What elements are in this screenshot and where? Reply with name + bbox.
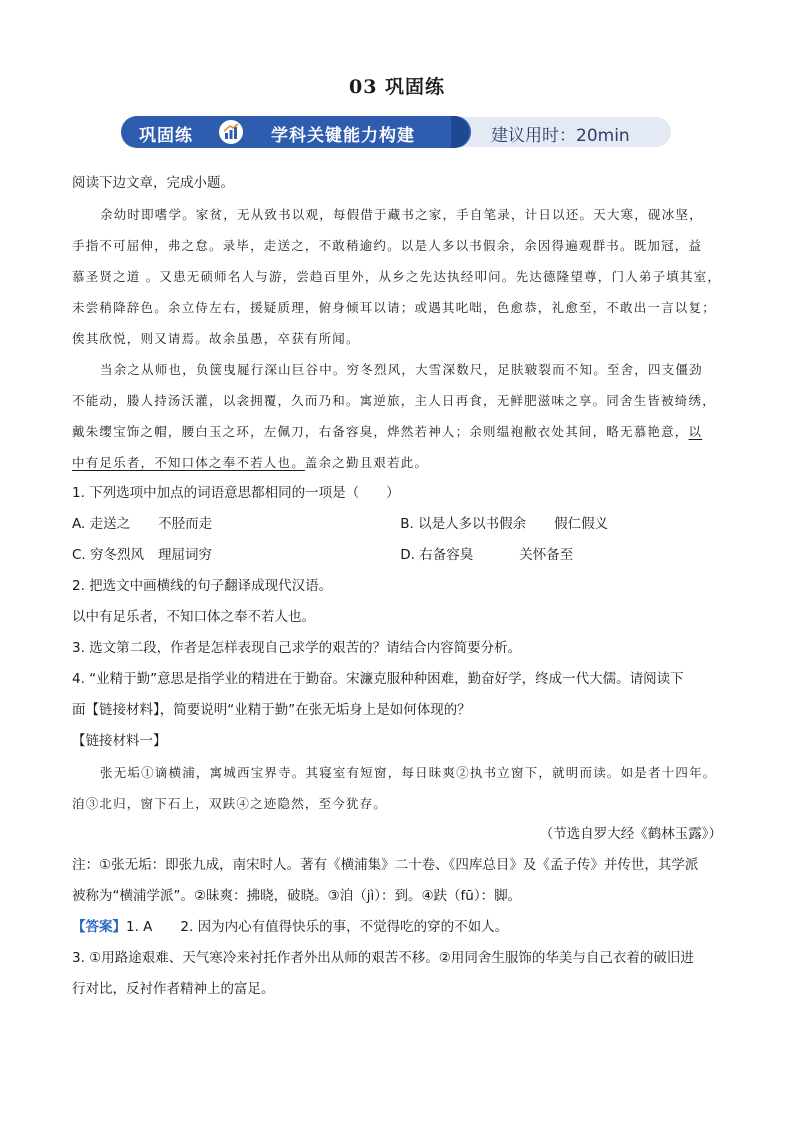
passage-text: 戴朱缨宝饰之帽，腰白玉之环，左佩刀，右备容臭，烨然若神人；余则缊袍敝衣处其间，略无慕艳意，: [72, 424, 689, 439]
answer-1: 1. A: [126, 919, 153, 935]
passage-line: 余幼时即嗜学。家贫，无从致书以观，每假借于藏书之家，手自笔录，计日以还。天大寒，砚冰坚，: [100, 207, 703, 222]
passage-line: 不能动，媵人持汤沃灌，以衾拥覆，久而乃和。寓逆旅，主人日再食，无鲜肥滋味之享。同舍生皆被绮绣，: [72, 393, 716, 408]
answer-2: 2. 因为内心有值得快乐的事，不觉得吃的穿的不如人。: [180, 919, 509, 935]
option-d-text-2: 关怀备至: [519, 547, 574, 563]
chart-icon: [219, 120, 243, 144]
material-title: 【链接材料一】: [72, 733, 167, 749]
option-c-text: C. 穷冬烈风: [72, 547, 145, 563]
question-1-options-row: [72, 540, 722, 571]
option-c[interactable]: [72, 540, 396, 571]
option-a[interactable]: [72, 509, 396, 540]
option-d-text: D. 右备容臭: [400, 547, 474, 563]
passage-line: 慕圣贤之道 。又患无硕师名人与游，尝趋百里外，从乡之先达执经叩问。先达德隆望尊，门人弟子填其室，: [72, 269, 722, 284]
question-3-stem: 3. 选文第二段，作者是怎样表现自己求学的艰苦的？请结合内容简要分析。: [72, 640, 522, 656]
option-b-text: B. 以是人多以书假余: [400, 516, 527, 532]
passage-line: [72, 447, 722, 478]
document-body: [72, 168, 722, 1005]
question-4-stem: 面【链接材料】，简要说明“业精于勤”在张无垢身上是如何体现的？: [72, 702, 471, 718]
option-b[interactable]: [400, 509, 608, 540]
page-title: 03 巩固练: [348, 76, 446, 98]
material-source: （节选自罗大经《鹤林玉露》）: [539, 826, 722, 842]
passage-line: 未尝稍降辞色。余立侍左右，援疑质理，俯身倾耳以请；或遇其叱咄，色愈恭，礼愈至，不敢出一言以复；: [72, 300, 716, 315]
passage-line: 手指不可屈伸，弗之怠。录毕，走送之，不敢稍逾约。以是人多以书假余，余因得遍观群书。既加冠，益: [72, 238, 703, 253]
answer-label: 【答案】: [72, 919, 126, 935]
underlined-sentence: 中有足乐者，不知口体之奉不若人也。: [72, 455, 305, 470]
underlined-sentence-start: 以: [688, 424, 703, 439]
option-b-text-2: 假仁假义: [554, 516, 609, 532]
passage-line: 当余之从师也，负箧曳屣行深山巨谷中。穷冬烈风，大雪深数尺，足肤皲裂而不知。至舍，四支僵劲: [100, 362, 703, 377]
material-line: 洎③北归，窗下石上，双趺④之迹隐然，至今犹存。: [72, 796, 388, 811]
material-note: 被称为“横浦学派”。②昧爽：拂晓，破晓。③洎（jì）：到。④趺（fū）：脚。: [72, 888, 522, 904]
option-c-text-2: 理屈词穷: [158, 547, 213, 563]
section-banner: [121, 116, 673, 148]
passage-text: 盖余之勤且艰若此。: [304, 455, 429, 470]
answer-row: [72, 912, 722, 943]
question-1-stem: 1. 下列选项中加点的词语意思都相同的一项是（ ）: [72, 485, 400, 501]
question-2-sentence: 以中有足乐者，不知口体之奉不若人也。: [72, 609, 315, 625]
banner-time: 建议用时：20min: [491, 126, 630, 146]
passage-line: 俟其欣悦，则又请焉。故余虽愚，卒获有所闻。: [72, 331, 360, 346]
intro-text: 阅读下边文章，完成小题。: [72, 175, 234, 191]
passage-line: [72, 416, 722, 447]
answer-3: 3. ①用路途艰难、天气寒冷来衬托作者外出从师的艰苦不移。②用同舍生服饰的华美与自己衣着的破旧进: [72, 950, 694, 966]
question-1-options-row: [72, 509, 722, 540]
option-d[interactable]: [400, 540, 573, 571]
banner-subject: 学科关键能力构建: [271, 126, 415, 146]
question-2-stem: 2. 把选文中画横线的句子翻译成现代汉语。: [72, 578, 333, 594]
option-a-text: A. 走送之: [72, 516, 131, 532]
banner-label: 巩固练: [139, 126, 193, 146]
question-4-stem: 4. “业精于勤”意思是指学业的精进在于勤奋。宋濂克服种种困难，勤奋好学，终成一代大儒。请阅读下: [72, 671, 684, 687]
material-line: 张无垢①谪横浦，寓城西宝界寺。其寝室有短窗，每日昧爽②执书立窗下，就明而读。如是者十四年。: [100, 765, 717, 780]
material-note: 注：①张无垢：即张九成，南宋时人。著有《横浦集》二十卷、《四库总目》及《孟子传》并传世，其学派: [72, 857, 699, 873]
chart-icon-graphic: [219, 120, 243, 144]
option-a-text-2: 不胫而走: [158, 516, 213, 532]
answer-3: 行对比，反衬作者精神上的富足。: [72, 981, 275, 997]
